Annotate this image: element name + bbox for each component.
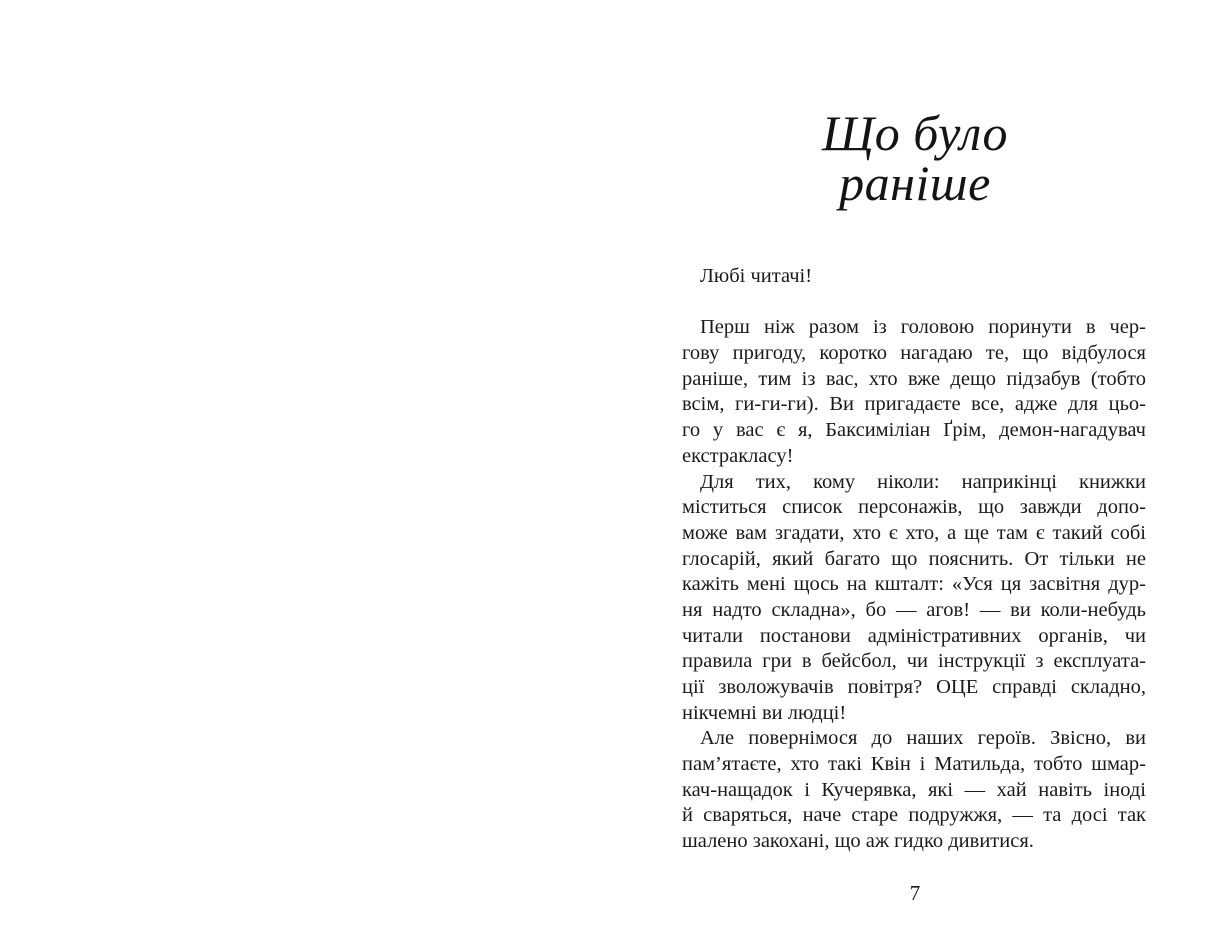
text-line: Але повернімося до наших героїв. Звісно, ви <box>700 727 1146 750</box>
text-line: екстракласу! <box>682 444 794 467</box>
paragraph-2 <box>682 470 1146 727</box>
text-line: ня надто складна», бо — агов! — ви коли-небудь <box>682 598 1146 621</box>
text-line: нікчемні ви людці! <box>682 701 847 724</box>
text-line: глосарій, який багато що пояснить. От тільки не <box>682 547 1146 570</box>
greeting-line: Любі читачі! <box>700 265 813 287</box>
text-line: шалено закохані, що аж гидко дивитися. <box>682 830 1034 853</box>
page-number: 7 <box>909 881 921 905</box>
blank-line <box>682 290 1146 316</box>
body-text <box>682 264 1146 855</box>
text-line: раніше, тим із вас, хто вже дещо підзабув (тобто <box>682 367 1146 390</box>
text-line: може вам згадати, хто є хто, а ще там є такий собі <box>682 521 1146 544</box>
text-line: правила гри в бейсбол, чи інструкції з експлуата- <box>682 650 1146 673</box>
text-line: го у вас є я, Баксиміліан Ґрім, демон-нагадувач <box>682 419 1146 442</box>
text-line: Перш ніж разом із головою поринути в чер- <box>700 316 1146 339</box>
right-page <box>615 0 1230 945</box>
paragraph-1 <box>682 315 1146 469</box>
paragraph-3 <box>682 726 1146 854</box>
text-line: ції зволожувачів повітря? ОЦЕ справді складно, <box>682 676 1146 698</box>
text-line: Для тих, кому ніколи: наприкінці книжки <box>700 470 1146 493</box>
chapter-title: Що було раніше <box>822 105 1008 211</box>
text-line: й сваряться, наче старе подружжя, — та досі так <box>682 804 1146 827</box>
text-line: читали постанови адміністративних органів, чи <box>682 624 1146 647</box>
text-line: кажіть мені щось на кшталт: «Уся ця засвітня дур- <box>682 573 1146 596</box>
text-line: міститься список персонажів, що завжди допо- <box>682 496 1146 519</box>
text-line: кач-нащадок і Кучерявка, які — хай навіть іноді <box>682 778 1146 801</box>
text-line: пам’ятаєте, хто такі Квін і Матильда, тобто шмар- <box>682 753 1146 776</box>
text-line: гову пригоду, коротко нагадаю те, що відбулося <box>682 342 1146 365</box>
text-line: всім, ги-ги-ги). Ви пригадаєте все, адже для цьо- <box>682 393 1146 416</box>
